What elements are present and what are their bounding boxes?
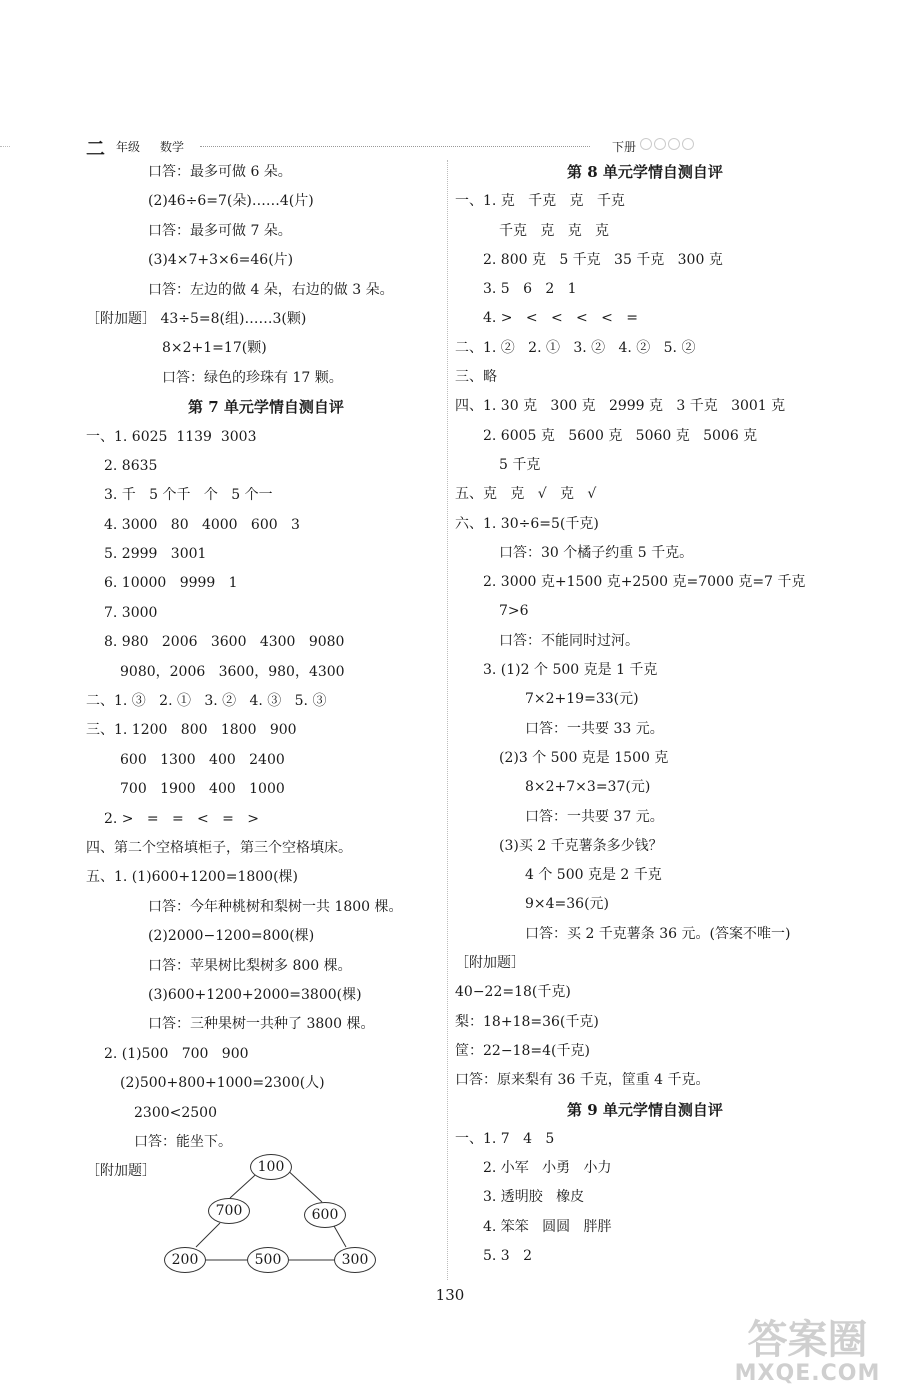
answer-line: (2)46÷6=7(朵)……4(片) xyxy=(148,193,314,210)
answer-line: 口答：最多可做 6 朵。 xyxy=(148,164,292,180)
node-bottom-mid: 500 xyxy=(247,1247,289,1273)
page-header xyxy=(0,136,900,158)
grade: 二 xyxy=(86,138,106,160)
answer-line: 口答：一共要 33 元。 xyxy=(525,720,664,737)
right-column xyxy=(455,158,835,1271)
answer-line: 3. 5 6 2 1 xyxy=(483,281,577,298)
answer-line: 7×2+19=33(元) xyxy=(525,691,639,708)
number-triangle-diagram xyxy=(160,1150,410,1275)
answer-line: 口答：今年种桃树和梨树一共 1800 棵。 xyxy=(148,898,403,915)
answer-line: 口答：左边的做 4 朵，右边的做 3 朵。 xyxy=(148,281,394,298)
answer-line: 2300<2500 xyxy=(134,1104,217,1121)
answer-line: 四、第二个空格填柜子，第三个空格填床。 xyxy=(86,839,352,856)
answer-line: 700 1900 400 1000 xyxy=(120,781,285,798)
answer-line: 五、克 克 √ 克 √ xyxy=(455,486,597,503)
answer-line: (2)3 个 500 克是 1500 克 xyxy=(499,749,669,766)
section-title-unit-8: 第 8 单元学情自测自评 xyxy=(567,163,723,181)
answer-line: 口答：买 2 千克薯条 36 元。(答案不唯一) xyxy=(525,925,791,942)
node-top: 100 xyxy=(250,1154,292,1180)
page-number: 130 xyxy=(435,1286,465,1304)
answer-line: 6. 10000 9999 1 xyxy=(104,575,238,592)
grade-label: 年级 xyxy=(116,140,141,154)
answer-line: 4. > < < < < = xyxy=(483,310,638,327)
answer-line: 9×4=36(元) xyxy=(525,896,610,913)
watermark-logo xyxy=(725,1318,890,1386)
answer-line: (2)2000−1200=800(棵) xyxy=(148,928,315,945)
node-bottom-left: 200 xyxy=(164,1247,206,1273)
answer-line: 二、1. ② 2. ① 3. ② 4. ② 5. ② xyxy=(455,339,696,356)
answer-line: 五、1. (1)600+1200=1800(棵) xyxy=(86,869,299,886)
answer-line: 3. 透明胶 橡皮 xyxy=(483,1189,585,1206)
answer-line: (3)4×7+3×6=46(片) xyxy=(148,252,294,269)
answer-line: 7. 3000 xyxy=(104,604,158,621)
subject: 数学 xyxy=(160,140,185,154)
answer-line: 9080，2006 3600，980，4300 xyxy=(120,663,345,680)
answer-line: 一、1. 7 4 5 xyxy=(455,1130,555,1147)
answer-line: 8×2+7×3=37(元) xyxy=(525,779,651,796)
answer-line: 口答：绿色的珍珠有 17 颗。 xyxy=(162,369,343,386)
answer-line: (2)500+800+1000=2300(人) xyxy=(120,1075,325,1092)
watermark-text: 答案圈 xyxy=(747,1317,868,1363)
answer-line: 三、1. 1200 800 1800 900 xyxy=(86,722,297,739)
answer-line: 600 1300 400 2400 xyxy=(120,751,285,768)
answer-line: 二、1. ③ 2. ① 3. ② 4. ③ 5. ③ xyxy=(86,693,327,710)
section-title-unit-9: 第 9 单元学情自测自评 xyxy=(567,1100,723,1119)
answer-line: 口答：苹果树比梨树多 800 棵。 xyxy=(148,957,352,974)
bonus-question: ［附加题］ 43÷5=8(组)……3(颗) xyxy=(86,310,307,327)
answer-line: 4. 笨笨 圆圆 胖胖 xyxy=(483,1218,612,1235)
answer-line: (3)买 2 千克薯条多少钱？ xyxy=(499,837,663,854)
header-rule xyxy=(200,146,590,147)
answer-line: 7>6 xyxy=(499,603,529,620)
answer-line: 2. 8635 xyxy=(104,457,158,474)
watermark-url: MXQE.COM xyxy=(734,1361,881,1386)
answer-line: 2. 小军 小勇 小力 xyxy=(483,1160,612,1177)
column-divider xyxy=(447,160,448,1280)
answer-line: 4 个 500 克是 2 千克 xyxy=(525,867,662,884)
answer-line: 2. > = = < = > xyxy=(104,810,259,827)
answer-line: 3. 千 5 个千 个 5 个一 xyxy=(104,487,273,504)
answer-line: 梨：18+18=36(千克) xyxy=(455,1013,599,1030)
answer-line: 8×2+1=17(颗) xyxy=(162,340,267,357)
answer-line: 千克 克 克 克 xyxy=(499,222,610,239)
answer-line: 4. 3000 80 4000 600 3 xyxy=(104,516,300,533)
answer-line: 5. 3 2 xyxy=(483,1247,532,1264)
bonus-question-label: ［附加题］ xyxy=(455,955,525,972)
answer-line: 口答：原来梨有 36 千克，筐重 4 千克。 xyxy=(455,1072,710,1089)
answer-line: 筐：22−18=4(千克) xyxy=(455,1042,590,1059)
answer-line: 口答：能坐下。 xyxy=(134,1133,232,1150)
left-column xyxy=(86,158,446,1187)
section-title-unit-7: 第 7 单元学情自测自评 xyxy=(188,398,344,417)
answer-line: 口答：一共要 37 元。 xyxy=(525,808,664,825)
answer-line: 2. 800 克 5 千克 35 千克 300 克 xyxy=(483,251,723,268)
answer-line: 3. (1)2 个 500 克是 1 千克 xyxy=(483,662,658,679)
answer-line: 40−22=18(千克) xyxy=(455,984,571,1001)
answer-line: 六、1. 30÷6=5(千克) xyxy=(455,515,599,532)
answer-line: 2. 3000 克+1500 克+2500 克=7000 克=7 千克 xyxy=(483,574,806,591)
answer-line: 口答：三种果树一共种了 3800 棵。 xyxy=(148,1016,375,1033)
volume: 下册 xyxy=(612,140,637,154)
header-decoration xyxy=(640,138,694,150)
answer-line: 2. 6005 克 5600 克 5060 克 5006 克 xyxy=(483,427,758,444)
node-mid-right: 600 xyxy=(304,1202,346,1228)
answer-line: (3)600+1200+2000=3800(棵) xyxy=(148,986,362,1003)
answer-line: 5 千克 xyxy=(499,456,541,473)
node-bottom-right: 300 xyxy=(334,1247,376,1273)
bonus-question-label: ［附加题］ xyxy=(86,1163,156,1180)
answer-line: 三、略 xyxy=(455,369,497,386)
answer-line: 口答：不能同时过河。 xyxy=(499,632,639,649)
answer-line: 8. 980 2006 3600 4300 9080 xyxy=(104,634,345,651)
answer-line: 一、1. 克 千克 克 千克 xyxy=(455,193,625,210)
answer-line: 5. 2999 3001 xyxy=(104,546,207,563)
header-rule-left xyxy=(0,146,10,147)
answer-line: 口答：最多可做 7 朵。 xyxy=(148,222,292,239)
answer-line: 一、1. 6025 1139 3003 xyxy=(86,428,257,445)
answer-line: 四、1. 30 克 300 克 2999 克 3 千克 3001 克 xyxy=(455,398,786,415)
node-mid-left: 700 xyxy=(208,1198,250,1224)
answer-line: 2. (1)500 700 900 xyxy=(104,1045,249,1062)
answer-line: 口答：30 个橘子约重 5 千克。 xyxy=(499,544,694,561)
